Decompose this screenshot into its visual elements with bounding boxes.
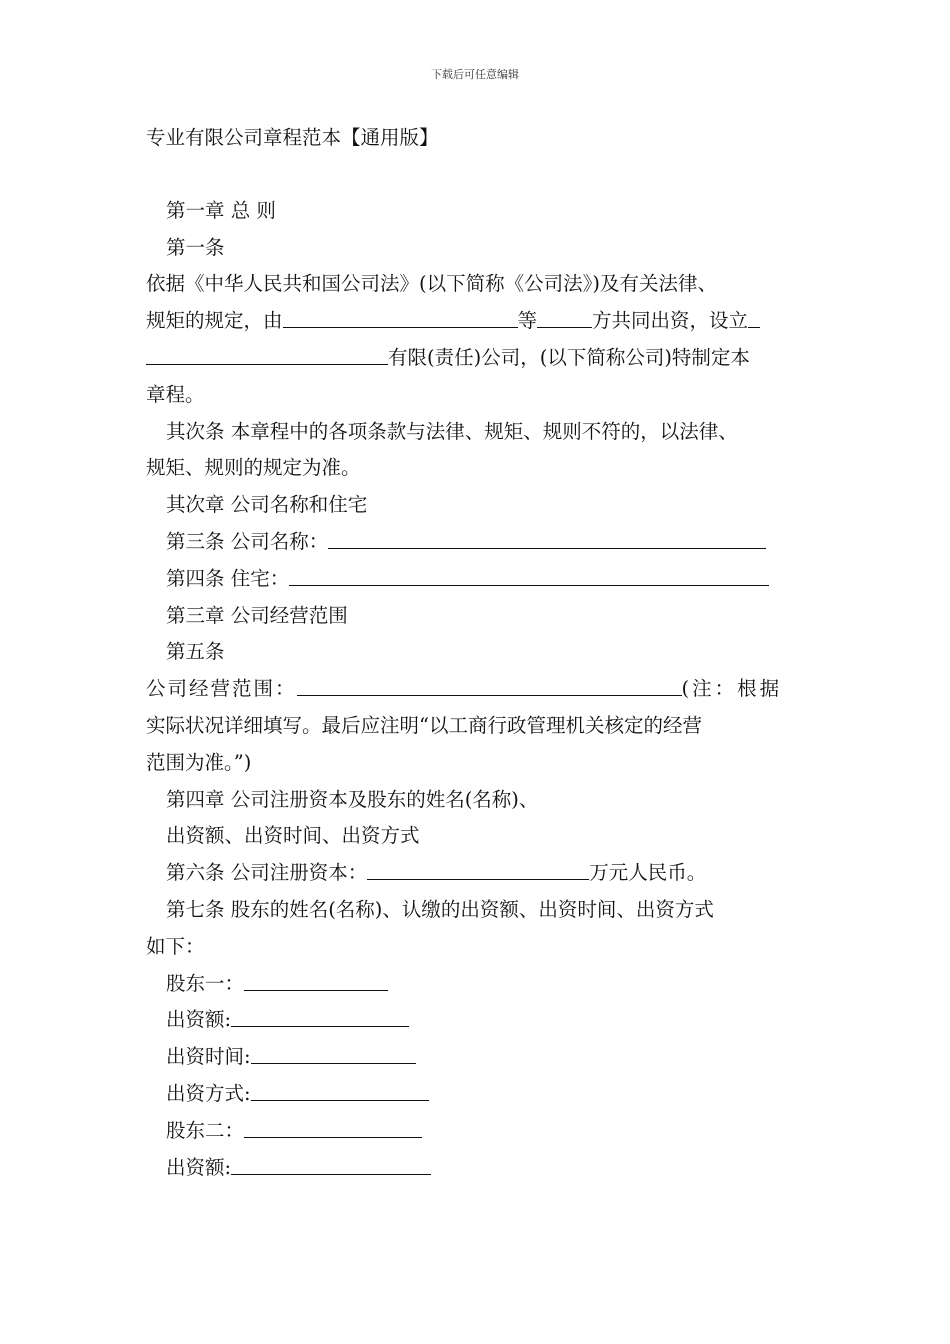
article-2-line-1: 其次条 本章程中的各项条款与法律、规矩、规则不符的，以法律、 bbox=[166, 419, 738, 443]
document-title: 专业有限公司章程范本【通用版】 bbox=[146, 126, 439, 149]
founder-count-blank[interactable] bbox=[537, 309, 592, 328]
chapter-3-heading: 第三章 公司经营范围 bbox=[166, 603, 348, 627]
shareholder-1-name-field[interactable] bbox=[244, 972, 388, 991]
article-6-label: 第六条 公司注册资本： bbox=[166, 861, 368, 885]
shareholder-1-time-row bbox=[146, 1039, 826, 1076]
shareholder-1-method-label: 出资方式: bbox=[166, 1081, 251, 1105]
article-7-line-2: 如下： bbox=[146, 934, 205, 958]
article-1-text-b: 等 bbox=[517, 309, 538, 333]
shareholder-2-row bbox=[146, 1113, 826, 1150]
shareholder-2-amount-row bbox=[146, 1150, 826, 1187]
shareholder-1-row bbox=[146, 966, 826, 1003]
chapter-2-heading: 其次章 公司名称和住宅 bbox=[166, 493, 368, 517]
shareholder-1-method-row bbox=[146, 1076, 826, 1113]
article-4 bbox=[146, 561, 826, 598]
shareholder-1-label: 股东一： bbox=[166, 971, 245, 995]
shareholder-1-time-label: 出资时间: bbox=[166, 1045, 251, 1069]
article-3-label: 第三条 公司名称： bbox=[166, 529, 329, 553]
article-5-line-1 bbox=[146, 671, 826, 708]
article-3 bbox=[146, 524, 826, 561]
article-5-label: 公司经营范围： bbox=[146, 677, 297, 701]
article-7-line-1: 第七条 股东的姓名(名称)、认缴的出资额、出资时间、出资方式 bbox=[166, 897, 714, 921]
chapter-4-heading-line-2: 出资额、出资时间、出资方式 bbox=[166, 824, 420, 848]
article-5-line-3: 范围为准。”) bbox=[146, 750, 252, 774]
article-1-heading: 第一条 bbox=[166, 235, 225, 259]
article-4-label: 第四条 住宅： bbox=[166, 566, 290, 590]
company-name-blank[interactable] bbox=[146, 346, 388, 365]
article-6-unit: 万元人民币。 bbox=[589, 861, 707, 885]
address-field[interactable] bbox=[289, 567, 769, 586]
chapter-1-heading: 第一章 总 则 bbox=[166, 198, 276, 222]
article-1-text-c: 方共同出资，设立 bbox=[592, 309, 749, 333]
shareholder-2-amount-label: 出资额: bbox=[166, 1155, 232, 1179]
article-5-note-start: (注：根据 bbox=[681, 677, 783, 701]
founder-names-blank[interactable] bbox=[283, 309, 518, 328]
shareholder-2-amount-field[interactable] bbox=[231, 1156, 431, 1175]
document-body bbox=[146, 120, 826, 1186]
article-5-heading: 第五条 bbox=[166, 640, 225, 664]
article-2-line-2: 规矩、规则的规定为准。 bbox=[146, 456, 361, 480]
shareholder-1-amount-field[interactable] bbox=[231, 1008, 409, 1027]
article-6 bbox=[146, 855, 826, 892]
shareholder-1-amount-row bbox=[146, 1002, 826, 1039]
article-1-text-d: 有限(责任)公司，(以下简称公司)特制定本 bbox=[388, 345, 750, 369]
registered-capital-field[interactable] bbox=[367, 861, 589, 880]
article-1-text-a: 规矩的规定，由 bbox=[146, 309, 283, 333]
article-1-line-4: 章程。 bbox=[146, 382, 205, 406]
shareholder-1-method-field[interactable] bbox=[251, 1082, 429, 1101]
article-1-line-1: 依据《中华人民共和国公司法》(以下简称《公司法》)及有关法律、 bbox=[146, 272, 717, 296]
company-name-field[interactable] bbox=[328, 530, 766, 549]
article-1-line-3 bbox=[146, 340, 826, 377]
shareholder-2-label: 股东二： bbox=[166, 1118, 245, 1142]
company-name-blank-start[interactable] bbox=[748, 309, 760, 328]
shareholder-1-time-field[interactable] bbox=[251, 1045, 416, 1064]
article-1-line-2 bbox=[146, 303, 826, 340]
shareholder-2-name-field[interactable] bbox=[244, 1119, 422, 1138]
business-scope-field[interactable] bbox=[297, 677, 682, 696]
article-5-line-2: 实际状况详细填写。最后应注明“以工商行政管理机关核定的经营 bbox=[146, 713, 702, 737]
header-note: 下载后可任意编辑 bbox=[431, 68, 519, 81]
shareholder-1-amount-label: 出资额: bbox=[166, 1008, 232, 1032]
chapter-4-heading-line-1: 第四章 公司注册资本及股东的姓名(名称)、 bbox=[166, 787, 539, 811]
